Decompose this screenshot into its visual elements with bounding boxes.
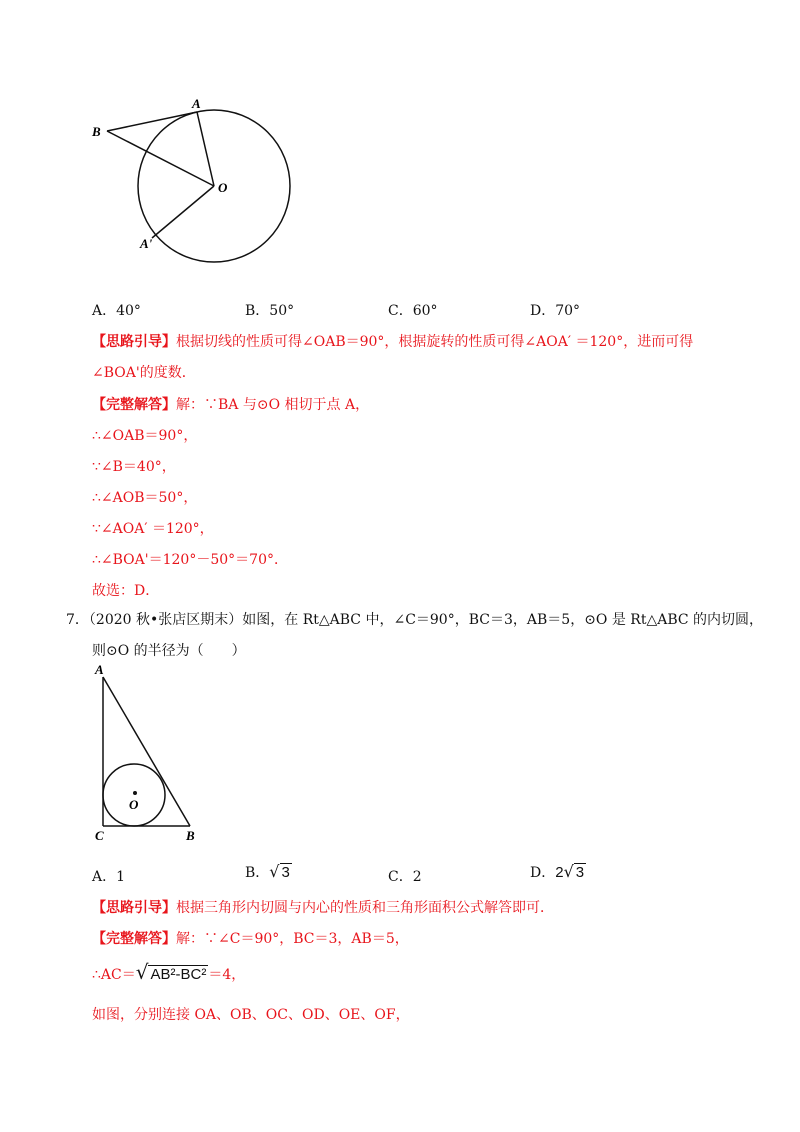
side-ab bbox=[103, 677, 190, 826]
solution-line-6: 故选：D． bbox=[92, 583, 160, 599]
figure-tangent-circle bbox=[80, 90, 310, 280]
ac-radicand: AB²-BC² bbox=[150, 966, 207, 983]
hint-text: 根据切线的性质可得∠OAB＝90°，根据旋转的性质可得∠AOA′ ＝120°，进而可得 bbox=[176, 334, 694, 350]
solution-intro: 解： bbox=[176, 397, 204, 413]
q7-ac-line bbox=[92, 960, 245, 984]
option-d-coef: 2 bbox=[555, 864, 564, 881]
ac-suffix: ＝4， bbox=[208, 967, 246, 983]
solution-tag: 【完整解答】 bbox=[92, 931, 176, 947]
label-o: O bbox=[129, 797, 139, 812]
q7-stem bbox=[66, 609, 763, 629]
sqrt-icon: √ bbox=[563, 862, 574, 881]
solution-line-2: ∵∠B＝40°， bbox=[92, 459, 176, 475]
hint-text: 根据三角形内切圆与内心的性质和三角形面积公式解答即可． bbox=[176, 900, 554, 916]
q6-option-b: B．50° bbox=[245, 303, 295, 319]
label-a-prime: A' bbox=[140, 236, 153, 251]
solution-line-0: ∵BA 与⊙O 相切于点 A， bbox=[204, 397, 370, 413]
segment-bo bbox=[107, 131, 214, 186]
solution-line-1: ∵∠C＝90°，BC＝3，AB＝5， bbox=[204, 931, 409, 947]
label-c: C bbox=[95, 828, 104, 843]
question-stem: （2020 秋•张店区期末）如图，在 Rt△ABC 中，∠C＝90°，BC＝3，AB＝5，⊙O 是 Rt△ABC 的内切圆， bbox=[88, 612, 764, 628]
sqrt-icon: √ bbox=[269, 862, 280, 881]
q7-option-c: C．2 bbox=[388, 869, 422, 885]
q6-option-a: A．40° bbox=[92, 303, 141, 319]
q6-option-c: C．60° bbox=[388, 303, 438, 319]
solution-tag: 【完整解答】 bbox=[92, 397, 176, 413]
sqrt-icon: √ bbox=[135, 960, 149, 984]
question-number: 7． bbox=[66, 612, 89, 628]
ac-prefix: ∴AC＝ bbox=[92, 967, 136, 983]
solution-line-5: ∴∠BOA'＝120°－50°＝70°． bbox=[92, 552, 288, 568]
option-d-radicand: 3 bbox=[575, 864, 585, 881]
solution-intro: 解： bbox=[176, 931, 204, 947]
figure-incircle-triangle bbox=[85, 660, 225, 845]
segment-ba bbox=[107, 112, 197, 131]
q7-solution-head bbox=[92, 928, 409, 948]
q6-option-d: D．70° bbox=[530, 303, 581, 319]
q7-option-a: A．1 bbox=[92, 869, 126, 885]
segment-ao bbox=[197, 112, 214, 186]
label-b: B bbox=[92, 124, 101, 139]
label-o: O bbox=[218, 180, 228, 195]
solution-line-4: ∵∠AOA′ ＝120°， bbox=[92, 521, 214, 537]
q7-stem-line2: 则⊙O 的半径为（ ） bbox=[92, 643, 246, 659]
option-b-prefix: B． bbox=[245, 865, 270, 881]
segment-oa2 bbox=[152, 186, 214, 238]
q7-option-d bbox=[530, 862, 586, 882]
solution-line-1: ∴∠OAB＝90°， bbox=[92, 428, 198, 444]
q6-hint-line2: ∠BOA'的度数． bbox=[92, 365, 196, 381]
hint-tag: 【思路引导】 bbox=[92, 900, 176, 916]
option-d-prefix: D． bbox=[530, 865, 556, 881]
option-b-radicand: 3 bbox=[281, 864, 290, 881]
center-o bbox=[133, 791, 137, 795]
q6-hint bbox=[92, 331, 693, 351]
solution-line-3: ∴∠AOB＝50°， bbox=[92, 490, 198, 506]
q7-hint bbox=[92, 897, 554, 917]
hint-tag: 【思路引导】 bbox=[92, 334, 176, 350]
q6-solution-head bbox=[92, 394, 369, 414]
q7-last-line: 如图，分别连接 OA、OB、OC、OD、OE、OF， bbox=[92, 1007, 410, 1023]
label-a: A bbox=[95, 662, 104, 677]
q7-option-b bbox=[245, 862, 292, 882]
label-b: B bbox=[186, 828, 195, 843]
label-a: A bbox=[192, 96, 201, 111]
incircle bbox=[103, 764, 165, 826]
